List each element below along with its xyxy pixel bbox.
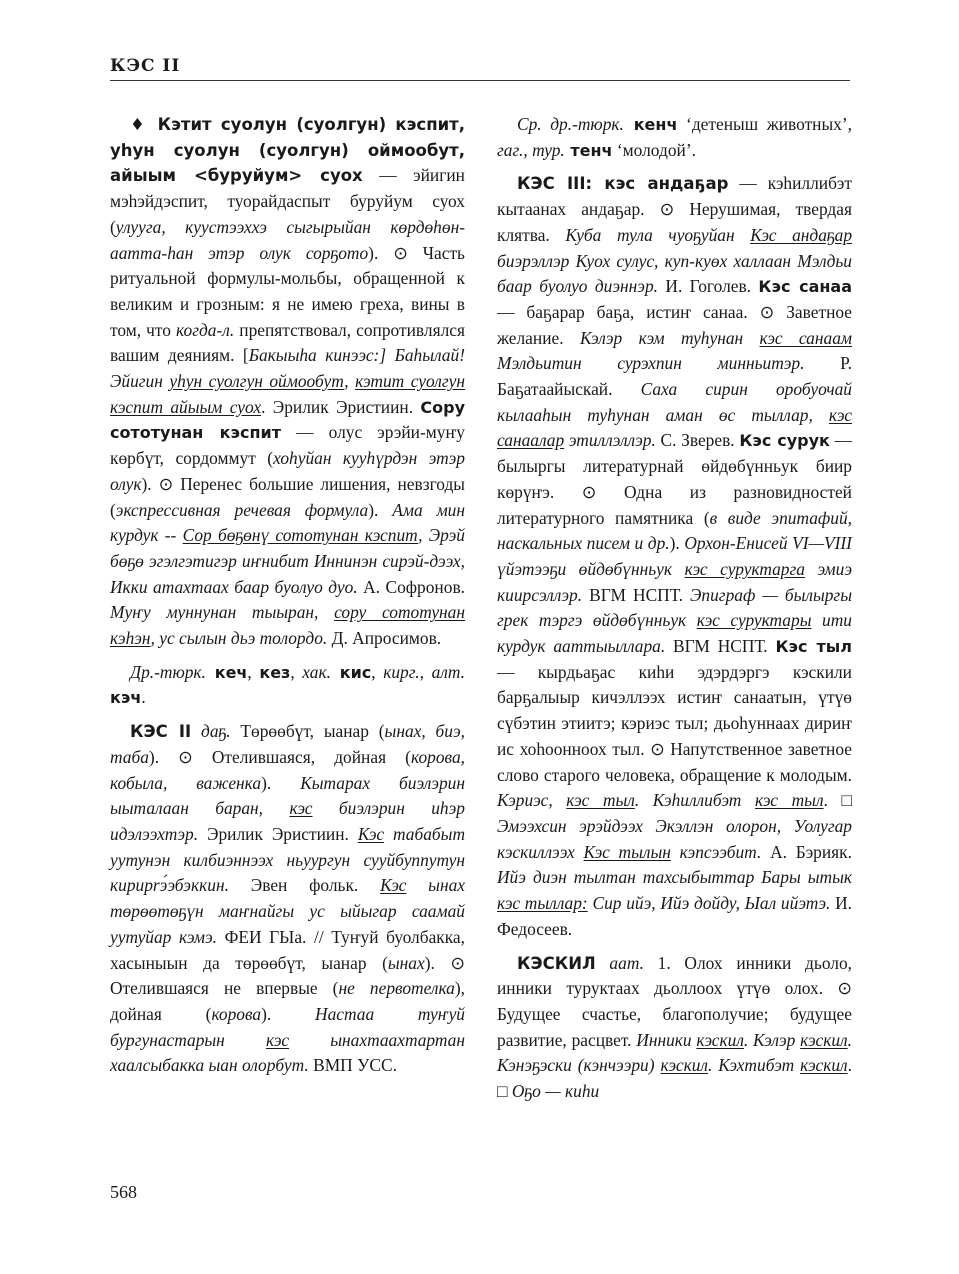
entry-kes-2: КЭС II даҕ. Төрөөбүт, ыанар (ынах, биэ, таба). ⊙ Отелившаяся, дойная (корова, кобыла, важенка). Кытарах биэлэрин ыыталаан баран, кэс биэлэрин иһэр идэлээхтэр. Эрилик Эристиин. Кэс табабыт уутунэн килбиэннээх ньуургун сууйбуппутун кирирrэ́эбэккин. Эвен фольк. Кэс ынах төрөөтөҕүн маҥнайгы ус ыйыгар саамай уутуйар кэмэ. ФЕИ ГЫа. // Туҥуй буолбакка, хасыныын да төрөөбүт, ыанар (ынах). ⊙ Отелившаяся не впервые (не первотелка), дойная (корова). Настаа туҥуй бургунастарын кэс ынахтаахтартан хаалсыбакка ыан олорбут. ВМП УСС. xyxy=(110,721,466,1076)
etymology-kes-1: Др.-тюрк. кеч, кез, хак. кис, кирг., алт. кэч. xyxy=(110,661,465,708)
page-number: 568 xyxy=(110,1182,137,1202)
running-header: КЭС II xyxy=(110,56,850,81)
entry-ketit-suolun: ♦ Кэтит суолун (суолгун) кэспит, уһун суолун (суолгун) оймообут, айыым <буруйум> суох — эйигин мэһэйдэспит, туорайдаспыт буруйум суох (улууга, куустээххэ сыгырыйан көрдөһөн-аатта-һан этэр олук сорҕото). ⊙ Часть ритуальной формулы-мольбы, обращенной к великим и грозным: я не имею греха, вины в том, что когда-л. препятствовал, сопротивлялся вашим деяниям. [Бакыыһа кинээс:] Баһылай! Эйигин уһун суолгун оймообут, кэтит суолгун кэспит айыым суох. Эрилик Эристиин. Сору сототунан кэспит — олус эрэйи-муҥу көрбүт, сордоммут (хоһуйан кууһүрдэн этэр олук). ⊙ Перенес большие лишения, невзгоды (экспрессивная речевая формула). Ама мин курдук -- Сор бөҕөнү сототунан кэспит, Эрэй бөҕө эгэлгэтигэр иҥнибит Иннинэн сирэй-дээх, Икки атахтаах баар буолуо дуо. А. Софронов. Муҥу муннунан тыыран, сору сототунан кэһэн, ус сылын дьэ толордо. Д. Апросимов. xyxy=(110,115,466,649)
entry-keskil: КЭСКИЛ аат. 1. Олох инники дьоло, инники туруктаах дьоллоох үтүө олох. ⊙ Будущее счастье, благополучие; будущее развитие, расцвет. Инники кэскил. Кэлэр кэскил. Кэнэҕэски (кэнчээри) кэскил. Кэхтибэт кэскил. □ Оҕо — киһи xyxy=(497,952,853,1102)
right-column xyxy=(497,112,852,1105)
etymology-kes-2: Ср. др.-тюрк. кенч ‘детеныш животных’, гаг., тур. тенч ‘молодой’. xyxy=(497,114,853,160)
left-column xyxy=(110,112,465,1079)
entry-kes-3: КЭС III: кэс андаҕар — кэһиллибэт кытаанах андаҕар. ⊙ Нерушимая, твердая клятва. Куба тула чуоҕуйан Кэс андаҕар биэрэллэр Куох сулус, куп-куөх халлаан Мэлдьи баар буолуо диэннэр. И. Гоголев. Кэс санаа — баҕарар баҕа, истиҥ санаа. ⊙ Заветное желание. Кэлэр кэм туһунан кэс санаам Мэлдьитин сурэхпин минньитэр. Р. Баҕатаайыскай. Саха сирин оробуочай кылааһын туһунан аман өс тыллар, кэс санаалар этиллэллэр. С. Зверев. Кэс сурук — былыргы литературнай өйдөбүнньук биир көрүҥэ. ⊙ Одна из разновидностей литературного памятника (в виде эпитафий, наскальных писем и др.). Орхон-Енисей VI—VIII үйэтээҕи өйдөбүнньук кэс суруктарга эмиэ киирсэллэр. ВГМ НСПТ. Эпиграф — былыргы грек тэргэ өйдөбүнньук кэс суруктары ити курдук ааттыыллара. ВГМ НСПТ. Кэс тыл — кырдьаҕас киһи эдэрдэргэ кэскили барҕалыыр кичэллээх истиҥ санаатын, үтүө сүбэтин этиитэ; кэриэс тыл; дьоһуннаах дириҥ ис хоһоонноох тыл. ⊙ Напутственное заветное слово старого человека, обращение к молодым. Кэриэс, кэс тыл. Кэһиллибэт кэс тыл. □ Эмээхсин эрэйдээх Экэллэн олорон, Уолугар кэскиллээх Кэс тылын кэпсээбит. А. Бэрияк. Ийэ диэн тылтан тахсыбыттар Бары ытык кэс тыллар: Сир ийэ, Ийэ дойду, Ыал ийэтэ. И. Федосеев. xyxy=(497,173,853,939)
